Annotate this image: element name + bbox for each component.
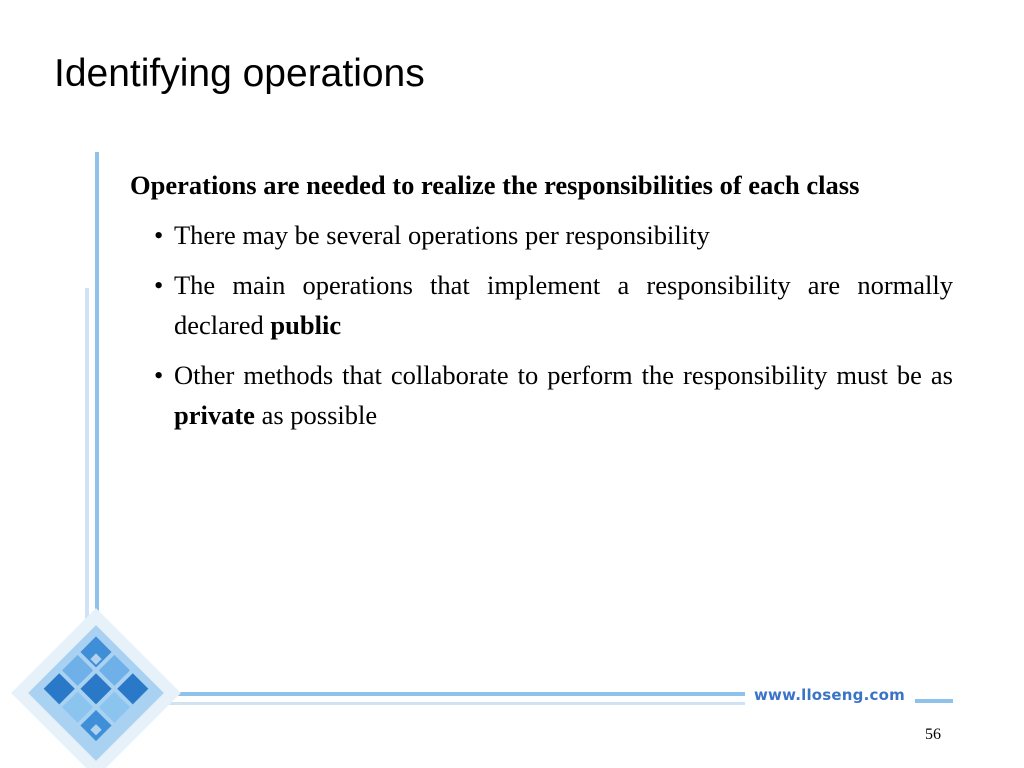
bullet-icon: • [154, 360, 164, 390]
bullet-text-after: as possible [254, 400, 378, 430]
bullet-text: The main operations that implement a responsibility are normally declared [174, 270, 953, 340]
lead-statement: Operations are needed to realize the responsibilities of each class [130, 170, 860, 200]
bullet-icon: • [154, 270, 164, 300]
footer-line-bottom [165, 702, 745, 705]
bullet-text: Other methods that collaborate to perform the responsibility must be as [174, 360, 953, 390]
bullet-item [130, 215, 953, 255]
diamond-logo-icon [11, 608, 181, 768]
bullet-item [130, 265, 953, 345]
bullet-item [130, 355, 953, 435]
bullet-list [130, 215, 953, 435]
slide-title: Identifying operations [54, 52, 425, 95]
bullet-icon: • [154, 220, 164, 250]
bullet-emphasis: public [270, 310, 342, 340]
bullet-text: There may be several operations per responsibility [174, 220, 710, 250]
footer-line-top [160, 692, 745, 696]
slide-body [130, 165, 953, 445]
page-number: 56 [925, 726, 941, 743]
footer-line-right [915, 699, 953, 703]
bullet-emphasis: private [174, 400, 255, 430]
footer-url: www.lloseng.com [754, 686, 905, 704]
